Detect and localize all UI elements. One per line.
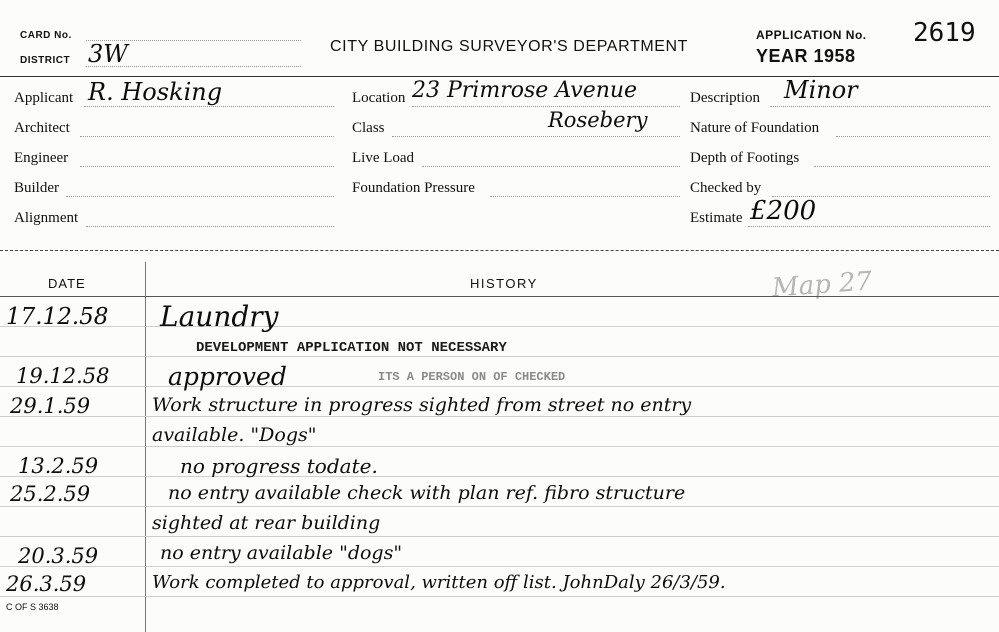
date-column-divider <box>145 262 146 632</box>
class-label: Class <box>352 120 385 136</box>
entry-date: 25.2.59 <box>10 482 91 506</box>
foundation-pressure-label: Foundation Pressure <box>352 180 475 196</box>
history-separator <box>0 250 999 251</box>
description-value: Minor <box>784 76 858 104</box>
checked-by-label: Checked by <box>690 180 762 196</box>
ruled-line <box>0 566 999 567</box>
form-code: C OF S 3638 <box>6 602 59 612</box>
application-number: 2619 <box>913 18 976 48</box>
department-title: CITY BUILDING SURVEYOR'S DEPARTMENT <box>330 38 689 55</box>
location-line <box>412 106 680 107</box>
nature-line <box>836 136 990 137</box>
entry-date: 19.12.58 <box>16 364 110 388</box>
ruled-line <box>0 506 999 507</box>
builder-label: Builder <box>14 180 59 196</box>
ruled-line <box>0 386 999 387</box>
date-header: DATE <box>48 276 86 291</box>
architect-label: Architect <box>14 120 70 136</box>
faint-stamp-text: ITS A PERSON ON OF CHECKED <box>378 370 566 384</box>
entry-date: 26.3.59 <box>6 572 87 596</box>
map-note: Map 27 <box>771 266 874 304</box>
architect-line <box>80 136 334 137</box>
entry-text: Work completed to approval, written off list. JohnDaly 26/3/59. <box>152 572 726 593</box>
location-value: 23 Primrose Avenue <box>412 78 638 103</box>
application-label: APPLICATION No. <box>756 28 867 42</box>
ruled-line <box>0 536 999 537</box>
estimate-value: £200 <box>750 196 817 226</box>
foundation-pressure-line <box>490 196 680 197</box>
ruled-line <box>0 356 999 357</box>
live-load-line <box>422 166 680 167</box>
entry-text: Work structure in progress sighted from street no entry <box>152 394 692 416</box>
district-value: 3W <box>88 40 128 68</box>
alignment-line <box>86 226 334 227</box>
description-line <box>770 106 990 107</box>
applicant-line <box>84 106 334 107</box>
ruled-line <box>0 596 999 597</box>
entry-text: no entry available "dogs" <box>160 542 403 564</box>
entry-text: no progress todate. <box>180 454 378 478</box>
location-label: Location <box>352 90 406 106</box>
entry-date: 13.2.59 <box>18 454 99 478</box>
location-suburb: Rosebery <box>548 108 648 132</box>
entry-text: available. "Dogs" <box>152 424 317 446</box>
entry-text: no entry available check with plan ref. fibro structure <box>168 482 686 504</box>
alignment-label: Alignment <box>14 210 79 226</box>
entry-date: 20.3.59 <box>18 544 99 568</box>
depth-line <box>814 166 990 167</box>
district-label: DISTRICT <box>20 55 71 66</box>
entry-text: Laundry <box>160 300 279 333</box>
district-line <box>86 66 301 67</box>
stamp-text: DEVELOPMENT APPLICATION NOT NECESSARY <box>196 340 507 356</box>
year: YEAR 1958 <box>756 46 856 66</box>
applicant-label: Applicant <box>14 90 74 106</box>
live-load-label: Live Load <box>352 150 415 166</box>
estimate-label: Estimate <box>690 210 743 226</box>
description-label: Description <box>690 90 760 106</box>
ruled-line <box>0 416 999 417</box>
entry-date: 17.12.58 <box>6 304 109 330</box>
applicant-value: R. Hosking <box>88 78 223 106</box>
card-no-line <box>86 40 301 41</box>
entry-text: approved <box>168 362 287 391</box>
ruled-line <box>0 476 999 477</box>
engineer-label: Engineer <box>14 150 69 166</box>
nature-of-foundation-label: Nature of Foundation <box>690 120 820 136</box>
estimate-line <box>748 226 990 227</box>
history-header: HISTORY <box>470 276 538 291</box>
card-no-label: CARD No. <box>20 30 72 41</box>
depth-of-footings-label: Depth of Footings <box>690 150 800 166</box>
ruled-line <box>0 446 999 447</box>
header-rule <box>0 296 999 297</box>
class-line <box>392 136 680 137</box>
entry-text: sighted at rear building <box>152 512 381 534</box>
entry-date: 29.1.59 <box>10 394 91 418</box>
engineer-line <box>80 166 334 167</box>
ruled-line <box>0 326 999 327</box>
builder-line <box>66 196 334 197</box>
